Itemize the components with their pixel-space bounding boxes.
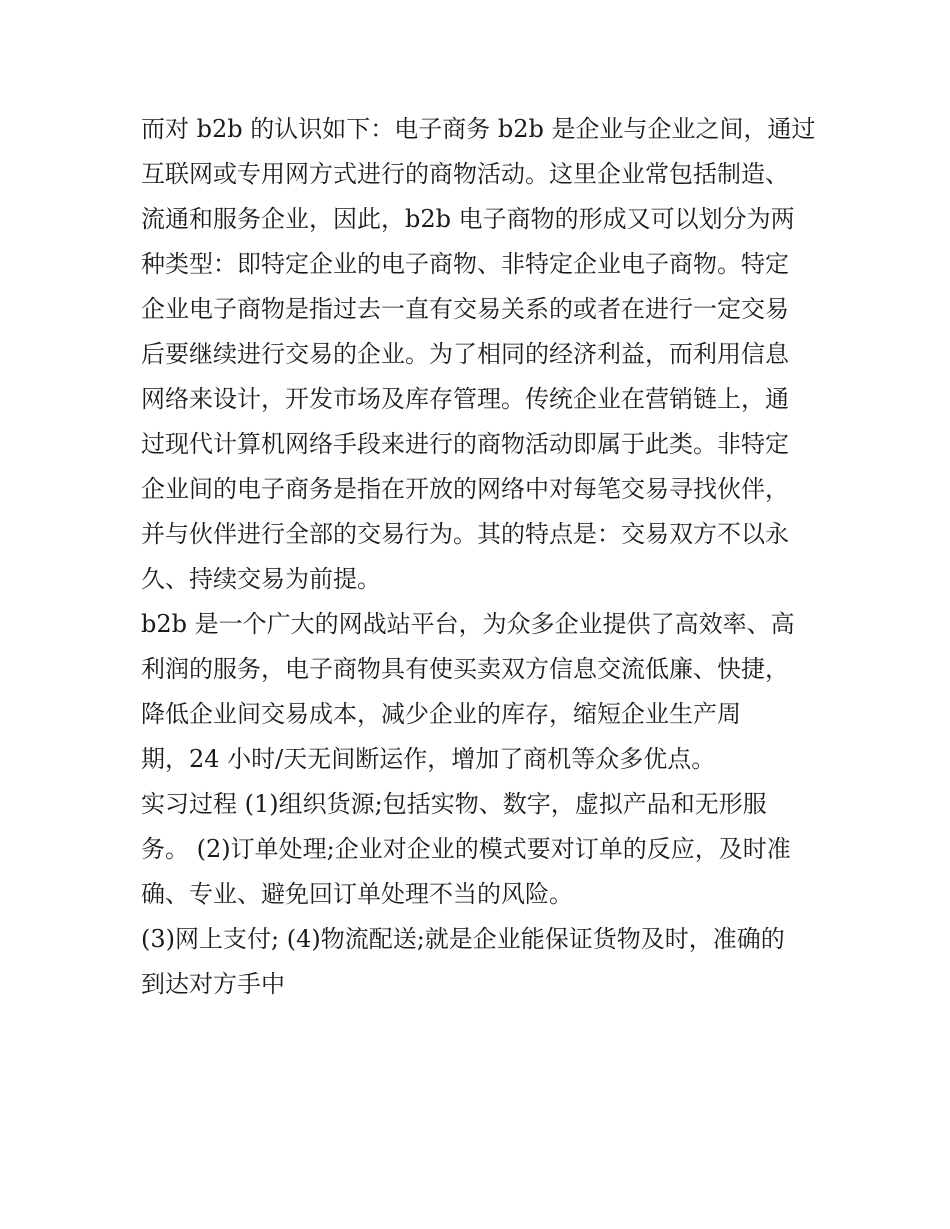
text-line: 流通和服务企业，因此，b2b 电子商物的形成又可以划分为两 — [141, 205, 795, 233]
text-line: 种类型：即特定企业的电子商物、非特定企业电子商物。特定 — [141, 250, 789, 278]
text-line: b2b 是一个广大的网战站平台，为众多企业提供了高效率、高 — [141, 610, 795, 638]
text-line: (3)网上支付; (4)物流配送;就是企业能保证货物及时，准确的 — [141, 925, 785, 953]
text-line: 期，24 小时/天无间断运作，增加了商机等众多优点。 — [141, 745, 716, 773]
text-line: 而对 b2b 的认识如下：电子商务 b2b 是企业与企业之间，通过 — [141, 115, 816, 143]
text-line: 后要继续进行交易的企业。为了相同的经济利益，而利用信息 — [141, 340, 789, 368]
text-line: 并与伙伴进行全部的交易行为。其的特点是：交易双方不以永 — [141, 520, 789, 548]
paragraph-b2b-definition — [141, 107, 816, 602]
text-line: 久、持续交易为前提。 — [141, 565, 381, 593]
text-line: 降低企业间交易成本，减少企业的库存，缩短企业生产周 — [141, 700, 741, 728]
text-line: 务。 (2)订单处理;企业对企业的模式要对订单的反应，及时准 — [141, 835, 791, 863]
paragraph-payment-logistics — [141, 917, 813, 1007]
text-line: 企业电子商物是指过去一直有交易关系的或者在进行一定交易 — [141, 295, 789, 323]
text-line: 过现代计算机网络手段来进行的商物活动即属于此类。非特定 — [141, 430, 789, 458]
text-line: 利润的服务，电子商物具有使买卖双方信息交流低廉、快捷， — [141, 655, 789, 683]
text-line: 网络来设计，开发市场及库存管理。传统企业在营销链上，通 — [141, 385, 789, 413]
paragraph-internship-process — [141, 782, 813, 917]
document-body — [141, 107, 816, 1007]
text-line: 互联网或专用网方式进行的商物活动。这里企业常包括制造、 — [141, 160, 789, 188]
paragraph-b2b-advantages — [141, 602, 813, 782]
text-line: 到达对方手中 — [141, 970, 285, 998]
text-line: 确、专业、避免回订单处理不当的风险。 — [141, 880, 573, 908]
text-line: 企业间的电子商务是指在开放的网络中对每笔交易寻找伙伴， — [141, 475, 789, 503]
text-line: 实习过程 (1)组织货源;包括实物、数字，虚拟产品和无形服 — [141, 790, 767, 818]
